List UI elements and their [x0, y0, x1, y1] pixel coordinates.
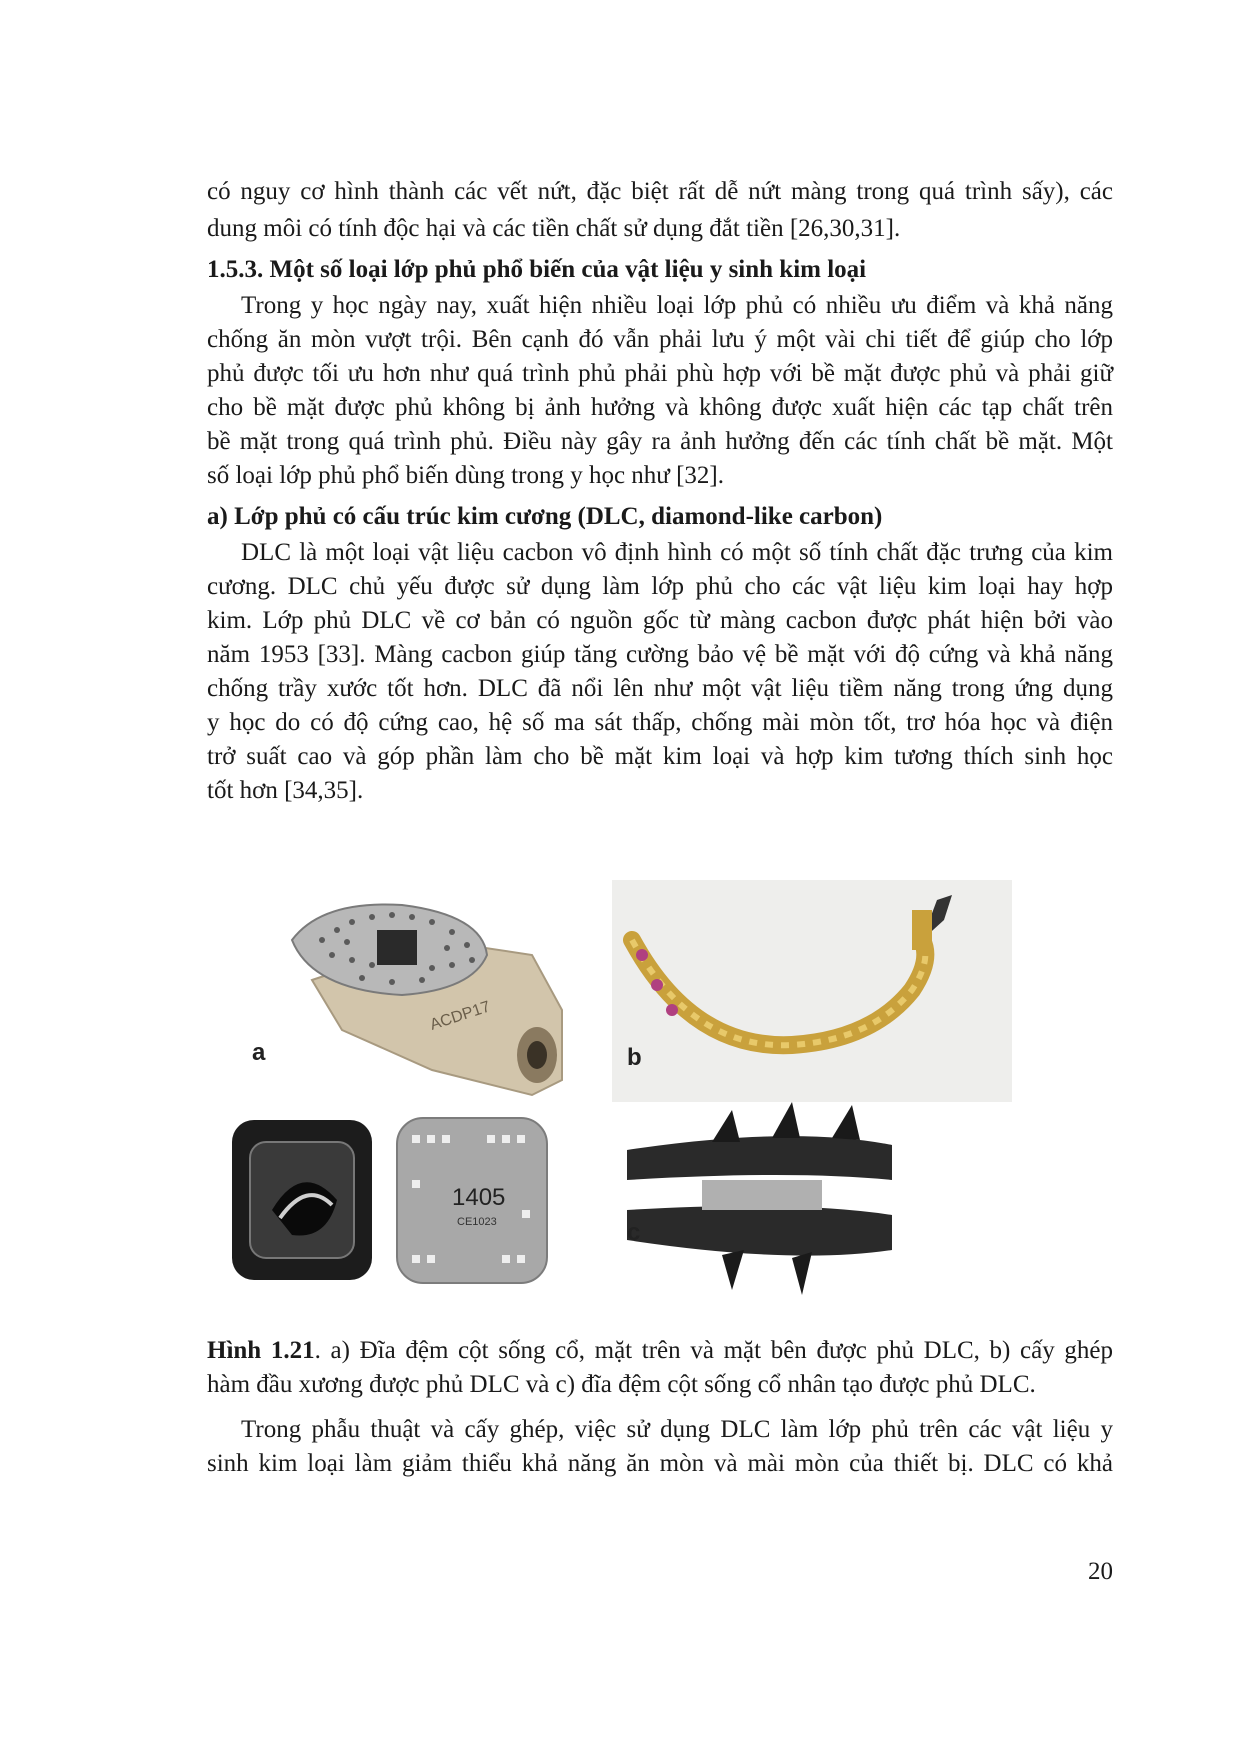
- panel-c-artificial-disc: [627, 1102, 892, 1295]
- paragraph-line: bề mặt trong quá trình phủ. Điều này gây ra ảnh hưởng đến các tính chất bề mặt. Một: [207, 428, 1113, 455]
- paragraph-line: chống ăn mòn vượt trội. Bên cạnh đó vẫn phải lưu ý một vài chi tiết để giúp cho lớp: [207, 326, 1113, 353]
- section-title: 1.5.3. Một số loại lớp phủ phổ biến của vật liệu y sinh kim loại: [207, 256, 867, 283]
- figure-caption-line-2: hàm đầu xương được phủ DLC và c) đĩa đệm cột sống cổ nhân tạo được phủ DLC.: [207, 1371, 1036, 1398]
- figure-caption-label: Hình 1.21: [207, 1337, 315, 1364]
- figure-label-c: c: [627, 1219, 641, 1246]
- text-line: dung môi có tính độc hại và các tiền chất sử dụng đắt tiền [26,30,31].: [207, 215, 901, 242]
- paragraph-line: cương. DLC chủ yếu được sử dụng làm lớp phủ cho các vật liệu kim loại hay hợp: [207, 573, 1113, 600]
- paragraph-line: tốt hơn [34,35].: [207, 777, 364, 804]
- endplate-code: 1405: [452, 1184, 506, 1211]
- paragraph-line: trở suất cao và góp phần làm cho bề mặt kim loại và hợp kim tương thích sinh học: [207, 743, 1113, 770]
- paragraph-line: phủ được tối ưu hơn như quá trình phủ phải phù hợp với bề mặt được phủ và phải giữ: [207, 360, 1113, 387]
- paragraph-line: DLC là một loại vật liệu cacbon vô định hình có một số tính chất đặc trưng của kim: [241, 539, 1113, 566]
- paragraph-line: y học do có độ cứng cao, hệ số ma sát thấp, chống mài mòn tốt, trơ hóa học và điện: [207, 709, 1113, 736]
- paragraph-line: Trong phẫu thuật và cấy ghép, việc sử dụng DLC làm lớp phủ trên các vật liệu y: [241, 1416, 1113, 1443]
- figure-caption-text: . a) Đĩa đệm cột sống cổ, mặt trên và mặt bên được phủ DLC, b) cấy ghép: [314, 1337, 1113, 1364]
- figure-1-21: [232, 880, 1012, 1320]
- page-number: 20: [1088, 1558, 1113, 1585]
- paragraph-line: Trong y học ngày nay, xuất hiện nhiều loại lớp phủ có nhiều ưu điểm và khả năng: [241, 292, 1113, 319]
- paragraph-line: sinh kim loại làm giảm thiểu khả năng ăn mòn và mài mòn của thiết bị. DLC có khả: [207, 1450, 1113, 1477]
- endplate-small-code: CE1023: [457, 1216, 497, 1228]
- subsection-title: a) Lớp phủ có cấu trúc kim cương (DLC, diamond-like carbon): [207, 503, 883, 530]
- figure-label-a: a: [252, 1039, 266, 1066]
- paragraph-line: cho bề mặt được phủ không bị ảnh hưởng và không được xuất hiện các tạp chất trên: [207, 394, 1113, 421]
- panel-a-cervical-cage: [292, 904, 562, 1095]
- figure-label-b: b: [627, 1044, 642, 1071]
- engraving-acdp17: ACDP17: [427, 998, 493, 1034]
- paragraph-line: kim. Lớp phủ DLC về cơ bản có nguồn gốc từ màng cacbon được phát hiện bởi vào: [207, 607, 1113, 634]
- text-line: có nguy cơ hình thành các vết nứt, đặc biệt rất dễ nứt màng trong quá trình sấy), các: [207, 178, 1113, 205]
- figure-illustration: [232, 880, 1012, 1320]
- paragraph-line: chống trầy xước tốt hơn. DLC đã nổi lên như một vật liệu tiềm năng trong ứng dụng: [207, 675, 1113, 702]
- figure-caption-line-1: [207, 1333, 1113, 1369]
- paragraph-line: số loại lớp phủ phổ biến dùng trong y học như [32].: [207, 462, 724, 489]
- disc-endplate: [397, 1118, 547, 1283]
- disc-polished: [232, 1120, 372, 1280]
- paragraph-line: năm 1953 [33]. Màng cacbon giúp tăng cường bảo vệ bề mặt với độ cứng và khả năng: [207, 641, 1113, 668]
